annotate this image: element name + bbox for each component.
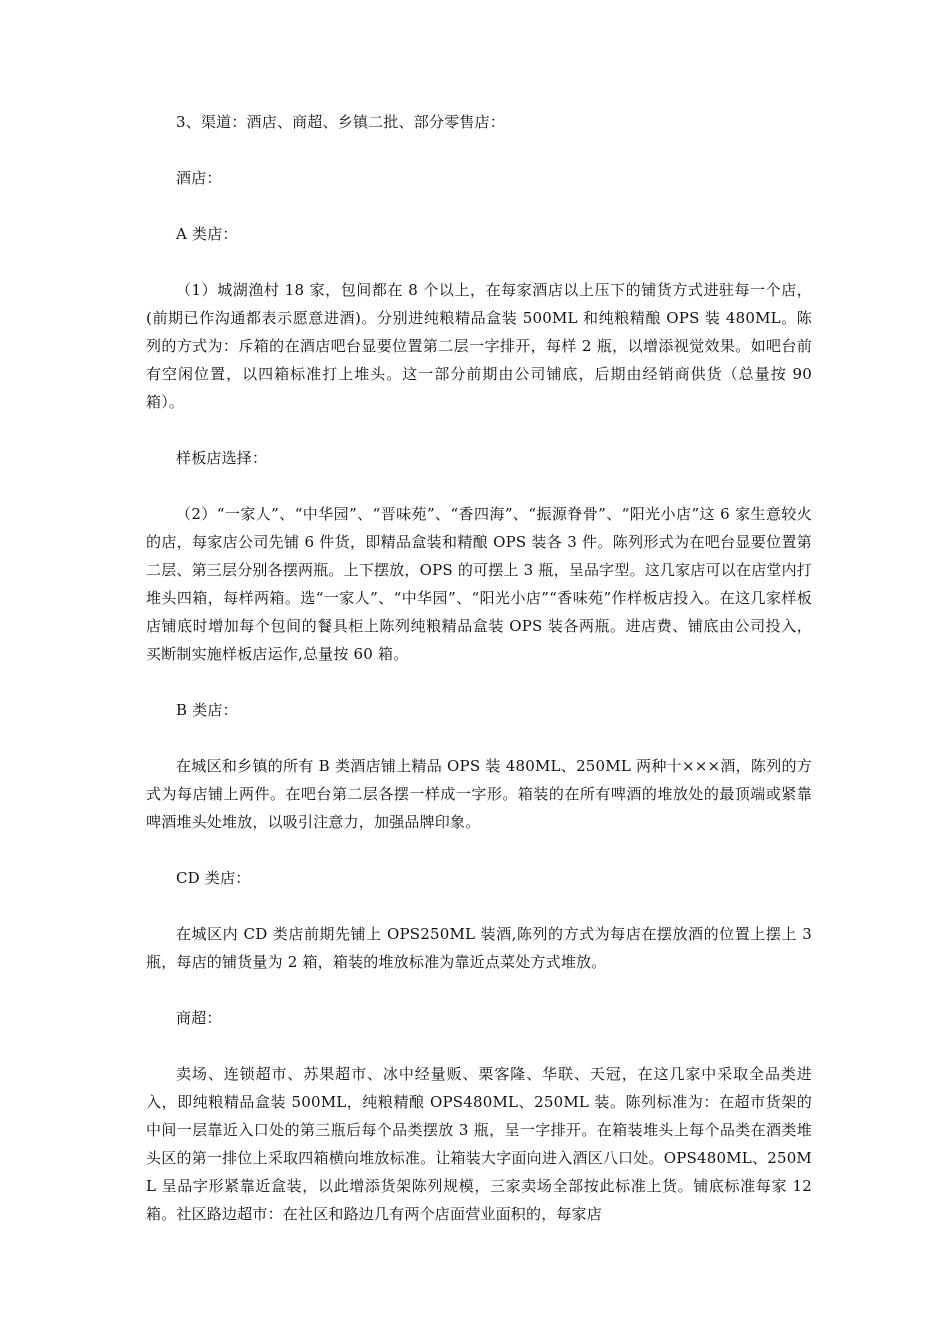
heading-hotels: 酒店： bbox=[176, 169, 222, 187]
paragraph-supermarkets-detail: 卖场、连锁超市、苏果超市、冰中经量贩、栗客隆、华联、天冠，在这几家中采取全品类进入，即纯粮精品盒装 500ML，纯粮精酿 OPS480ML、250ML 装。陈列标准为：在超市货架的中间一层靠近入口处的第三瓶后每个品类摆放 3 瓶，呈一字排开。在箱装堆头上每个品类在酒类堆头区的第一排位上采取四箱横向堆放标准。让箱装大字面向进入酒区八口处。OPS480ML、250ML 呈品字形紧靠近盒装，以此增添货架陈列规模，三家卖场全部按此标准上货。铺底标准每家 12 箱。社区路边超市：在社区和路边几有两个店面营业面积的，每家店 bbox=[146, 1065, 812, 1223]
heading-class-cd: CD 类店： bbox=[176, 869, 251, 887]
heading-supermarkets: 商超： bbox=[176, 1009, 222, 1027]
heading-sample-store: 样板店选择： bbox=[176, 449, 268, 467]
document-page bbox=[146, 108, 812, 1228]
heading-class-b: B 类店： bbox=[176, 701, 238, 719]
heading-channels: 3、渠道：酒店、商超、乡镇二批、部分零售店： bbox=[176, 113, 505, 131]
heading-class-a: A 类店： bbox=[176, 225, 238, 243]
paragraph-class-cd-detail: 在城区内 CD 类店前期先铺上 OPS250ML 装酒,陈列的方式为每店在摆放酒的位置上摆上 3 瓶，每店的铺货量为 2 箱，箱装的堆放标准为靠近点菜处方式堆放。 bbox=[146, 925, 812, 971]
paragraph-class-b-detail: 在城区和乡镇的所有 B 类酒店铺上精品 OPS 装 480ML、250ML 两种十×××酒，陈列的方式为每店铺上两件。在吧台第二层各摆一样成一字形。箱装的在所有啤酒的堆放处的最顶端或紧靠啤酒堆头处堆放，以吸引注意力，加强品牌印象。 bbox=[146, 757, 812, 831]
paragraph-sample-store-detail: （2）“一家人”、“中华园”、“晋味苑”、“香四海”、“振源脊骨”、“阳光小店”这 6 家生意较火的店，每家店公司先铺 6 件货，即精品盒装和精酿 OPS 装各 3 件。陈列形式为在吧台显要位置第二层、第三层分别各摆两瓶。上下摆放，OPS 的可摆上 3 瓶，呈品字型。这几家店可以在店堂内打堆头四箱，每样两箱。选“一家人”、“中华园”、“阳光小店”“香味苑”作样板店投入。在这几家样板店铺底时增加每个包间的餐具柜上陈列纯粮精品盒装 OPS 装各两瓶。进店费、铺底由公司投入，买断制实施样板店运作,总量按 60 箱。 bbox=[146, 505, 812, 663]
paragraph-class-a-detail: （1）城湖渔村 18 家，包间都在 8 个以上，在每家酒店以上压下的铺货方式进驻每一个店，(前期已作沟通都表示愿意进酒)。分别进纯粮精品盒装 500ML 和纯粮精酿 OPS 装 480ML。陈列的方式为：斥箱的在酒店吧台显要位置第二层一字排开，每样 2 瓶，以增添视觉效果。如吧台前有空闲位置，以四箱标准打上堆头。这一部分前期由公司铺底，后期由经销商供货（总量按 90 箱）。 bbox=[146, 281, 812, 411]
